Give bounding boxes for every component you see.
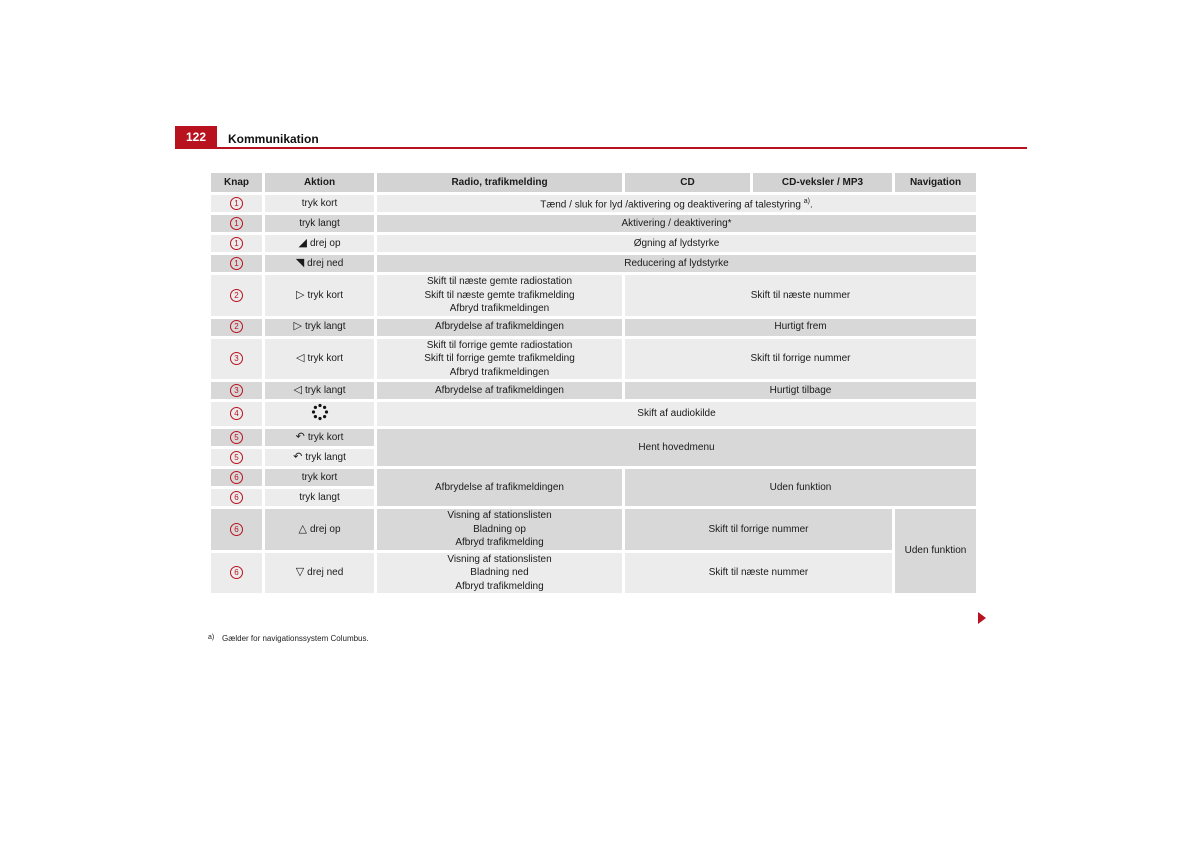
action-cell: tryk langt — [264, 488, 376, 508]
knap-cell — [210, 317, 264, 337]
radio-cell: Visning af stationslisten Bladning op Afbryd trafikmelding — [376, 508, 624, 552]
col-header-cd: CD — [624, 172, 752, 194]
knap-cell — [210, 401, 264, 428]
triangle-up-icon: △ — [298, 522, 307, 535]
function-cell: Øgning af lydstyrke — [376, 234, 978, 254]
continue-arrow-icon — [978, 612, 986, 624]
header-rule — [175, 147, 1027, 149]
action-cell: ◁ tryk kort — [264, 337, 376, 381]
triangle-down-icon: ▽ — [295, 566, 305, 578]
footnote — [208, 634, 369, 643]
volume-down-icon: ◥ — [295, 256, 305, 269]
button-number-badge: 3 — [230, 352, 243, 365]
knap-cell — [210, 508, 264, 552]
navigation-cell: Uden funktion — [894, 508, 978, 595]
action-cell: ↶ tryk langt — [264, 448, 376, 468]
function-cell: Hent hovedmenu — [376, 428, 978, 468]
cd-cell: Skift til forrige nummer — [624, 337, 978, 381]
button-number-badge: 6 — [230, 523, 243, 536]
radio-cell: Afbrydelse af trafikmeldingen — [376, 381, 624, 401]
cd-cell: Skift til næste nummer — [624, 551, 894, 595]
knap-cell — [210, 194, 264, 214]
button-number-badge: 1 — [230, 217, 243, 230]
col-header-knap: Knap — [210, 172, 264, 194]
radio-cell: Afbrydelse af trafikmeldingen — [376, 317, 624, 337]
radio-cell: Skift til forrige gemte radiostation Skift til forrige gemte trafikmelding Afbryd trafikmeldingen — [376, 337, 624, 381]
button-number-badge: 1 — [230, 257, 243, 270]
action-cell: ↶ tryk kort — [264, 428, 376, 448]
knap-cell — [210, 214, 264, 234]
knap-cell — [210, 448, 264, 468]
function-cell: Reducering af lydstyrke — [376, 254, 978, 274]
cd-cell: Skift til forrige nummer — [624, 508, 894, 552]
knap-cell — [210, 381, 264, 401]
action-cell: tryk kort — [264, 194, 376, 214]
col-header-radio: Radio, trafikmelding — [376, 172, 624, 194]
button-number-badge: 6 — [230, 491, 243, 504]
knap-cell — [210, 254, 264, 274]
footnote-mark: a) — [208, 634, 215, 641]
knap-cell — [210, 428, 264, 448]
button-number-badge: 4 — [230, 407, 243, 420]
knap-cell — [210, 274, 264, 318]
page-header — [175, 126, 1027, 149]
knap-cell — [210, 337, 264, 381]
table-row — [210, 401, 978, 428]
action-cell: ◢ drej op — [264, 234, 376, 254]
table-row — [210, 234, 978, 254]
page-number: 122 — [175, 126, 217, 148]
table-row — [210, 508, 978, 552]
col-header-navigation: Navigation — [894, 172, 978, 194]
knap-cell — [210, 551, 264, 595]
button-number-badge: 1 — [230, 237, 243, 250]
col-header-cd-changer: CD-veksler / MP3 — [752, 172, 894, 194]
triangle-right-icon: ▷ — [293, 320, 302, 333]
button-number-badge: 6 — [230, 566, 243, 579]
button-number-badge: 2 — [230, 320, 243, 333]
back-arrow-icon: ↶ — [293, 450, 303, 463]
button-number-badge: 2 — [230, 289, 243, 302]
knap-cell — [210, 488, 264, 508]
table-row — [210, 428, 978, 448]
action-cell: tryk kort — [264, 468, 376, 488]
button-number-badge: 1 — [230, 197, 243, 210]
function-cell: Aktivering / deaktivering* — [376, 214, 978, 234]
footnote-text: Gælder for navigationssystem Columbus. — [222, 634, 369, 643]
section-title: Kommunikation — [228, 132, 319, 146]
dotted-circle-icon — [311, 403, 329, 421]
col-header-aktion: Aktion — [264, 172, 376, 194]
triangle-left-icon: ◁ — [295, 352, 305, 364]
button-number-badge: 5 — [230, 431, 243, 444]
volume-up-icon: ◢ — [298, 236, 307, 249]
cd-cell: Hurtigt tilbage — [624, 381, 978, 401]
action-cell: ◥ drej ned — [264, 254, 376, 274]
action-cell: △ drej op — [264, 508, 376, 552]
table-row — [210, 274, 978, 318]
knap-cell — [210, 468, 264, 488]
back-arrow-icon: ↶ — [295, 430, 305, 443]
cd-cell: Uden funktion — [624, 468, 978, 508]
table-row — [210, 254, 978, 274]
button-number-badge: 6 — [230, 471, 243, 484]
cd-cell: Skift til næste nummer — [624, 274, 978, 318]
function-cell: Skift af audiokilde — [376, 401, 978, 428]
button-number-badge: 3 — [230, 384, 243, 397]
action-cell: ◁ tryk langt — [264, 381, 376, 401]
radio-cell: Skift til næste gemte radiostation Skift til næste gemte trafikmelding Afbryd trafikmeldingen — [376, 274, 624, 318]
table-row — [210, 551, 978, 595]
table-row — [210, 194, 978, 214]
table-row — [210, 317, 978, 337]
table-row — [210, 337, 978, 381]
footnote-ref: a) — [803, 198, 810, 206]
knap-cell — [210, 234, 264, 254]
action-cell: tryk langt — [264, 214, 376, 234]
cd-cell: Hurtigt frem — [624, 317, 978, 337]
table-header-row — [210, 172, 978, 194]
controls-table — [208, 170, 979, 596]
action-cell: ▷ tryk langt — [264, 317, 376, 337]
table-row — [210, 214, 978, 234]
button-number-badge: 5 — [230, 451, 243, 464]
function-cell: Tænd / sluk for lyd /aktivering og deaktivering af talestyring $^{a)}$. — [376, 194, 978, 214]
action-cell: ▷ tryk kort — [264, 274, 376, 318]
table-row — [210, 381, 978, 401]
radio-cell: Visning af stationslisten Bladning ned Afbryd trafikmelding — [376, 551, 624, 595]
action-cell — [264, 401, 376, 428]
action-cell: ▽ drej ned — [264, 551, 376, 595]
radio-cell: Afbrydelse af trafikmeldingen — [376, 468, 624, 508]
table-row — [210, 468, 978, 488]
triangle-left-icon: ◁ — [293, 383, 302, 396]
triangle-right-icon: ▷ — [295, 288, 305, 301]
